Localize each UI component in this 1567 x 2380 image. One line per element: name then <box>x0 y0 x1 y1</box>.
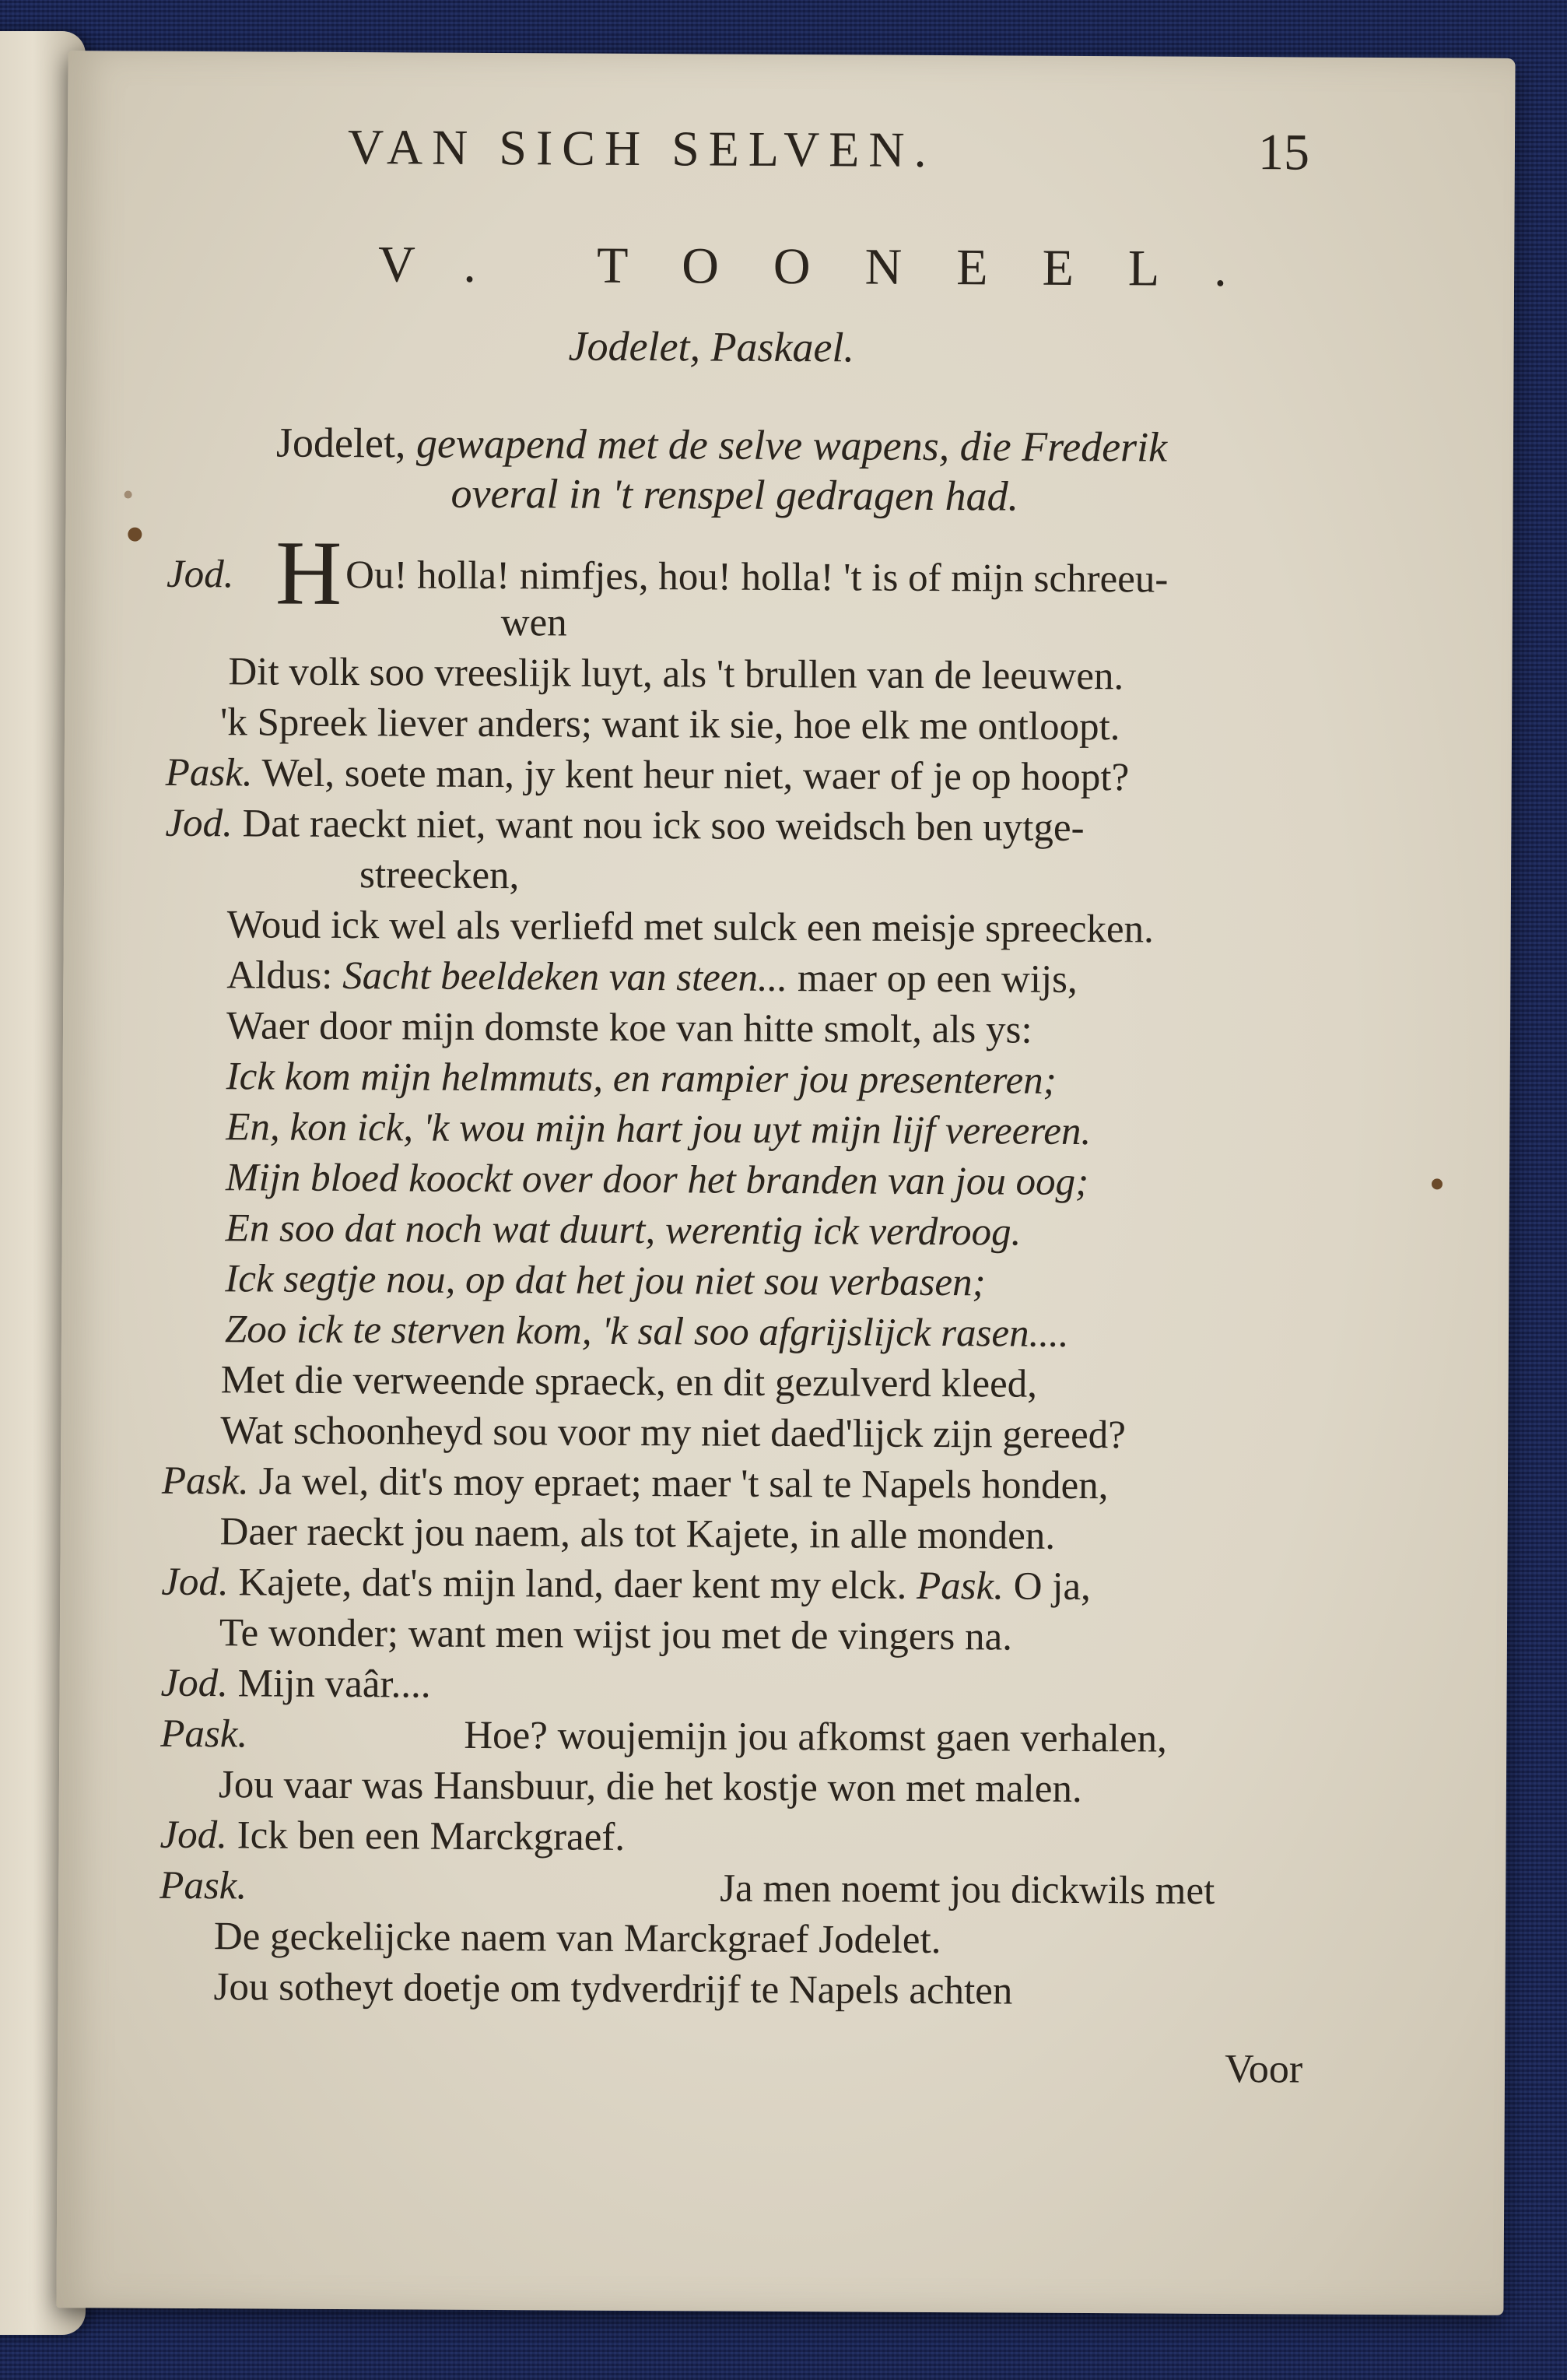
verse-line: 'k Spreek liever anders; want ik sie, hoe elk me ontloopt. <box>219 700 1120 749</box>
verse-line: Waer door mijn domste koe van hitte smolt, als ys: <box>226 1004 1032 1052</box>
verse-line <box>161 1557 1091 1612</box>
speaker-label: Pask. <box>160 1863 247 1908</box>
verse-line-text: Dat raeckt niet, want nou ick soo weidsch ben uytge- <box>242 802 1085 851</box>
verse-line: wen <box>500 601 567 645</box>
verse-line: Ick kom mijn helmmuts, en rampier jou presenteren; <box>226 1055 1057 1103</box>
speaker-label: Jod. <box>161 1560 229 1605</box>
verse-line-text: Wel, soete man, jy kent heur niet, waer of je op hoopt? <box>261 751 1130 800</box>
verse-line <box>165 799 1084 853</box>
foxing-spot <box>1432 1178 1443 1189</box>
foxing-spot <box>124 491 132 499</box>
verse-line: streecken, <box>359 853 520 898</box>
speaker-label: Pask. <box>160 1711 248 1757</box>
speaker-label: Pask. <box>161 1459 250 1504</box>
verse-line: Jou sotheyt doetje om tydverdrijf te Napels achten <box>213 1965 1013 2013</box>
verse-line-text: Mijn vaâr.... <box>237 1662 431 1707</box>
verse-line: Met die verweende spraeck, en dit gezulverd kleed, <box>220 1358 1038 1406</box>
drop-capital: H <box>275 521 342 625</box>
verse-line-text: Hoe? woujemijn jou afkomst gaen verhalen, <box>464 1713 1167 1761</box>
verse-line <box>160 1810 625 1862</box>
verse-line-text: Ja wel, dit's moy epraet; maer 't sal te Napels honden, <box>258 1459 1109 1508</box>
verse-line: Mijn bloed koockt over door het branden van jou oog; <box>225 1156 1089 1205</box>
stage-direction-line1: gewapend met de selve wapens, die Frederik <box>415 419 1168 471</box>
stage-direction-name: Jodelet, <box>275 419 406 467</box>
verse-line: En, kon ick, 'k wou mijn hart jou uyt mijn lijf vereeren. <box>226 1105 1092 1154</box>
verse-line <box>167 549 234 599</box>
speaker-label: Jod. <box>166 552 234 597</box>
scene-title: V. TOONEEL. <box>377 236 1281 298</box>
verse-line-text: Kajete, dat's mijn land, daer kent my elck. <box>238 1560 907 1608</box>
verse-line-tail: maer op een wijs, <box>787 957 1078 1002</box>
verse-line: Woud ick wel als verliefd met sulck een meisje spreecken. <box>226 903 1154 952</box>
speaker-label: Jod. <box>160 1813 228 1858</box>
verse-line: Dit volk soo vreeslijk luyt, als 't brullen van de leeuwen. <box>228 650 1124 699</box>
verse-line <box>226 950 1078 1005</box>
verse-line: En soo dat noch wat duurt, werentig ick verdroog. <box>225 1206 1022 1255</box>
running-head: VAN SICH SELVEN. <box>347 119 936 177</box>
verse-line <box>162 1456 1109 1511</box>
verse-line <box>160 1709 247 1760</box>
verse-line: Jou vaar was Hansbuur, die het kostje won met malen. <box>218 1763 1082 1812</box>
stage-direction-line2: overal in 't renspel gedragen had. <box>450 469 1019 520</box>
verse-line-plain: Aldus: <box>226 953 343 999</box>
verse-line: Te wonder; want men wijst jou met de vingers na. <box>219 1611 1013 1659</box>
stage-direction <box>275 418 1167 522</box>
verse-line-text: O ja, <box>1013 1564 1092 1609</box>
speaker-label: Jod. <box>160 1661 229 1706</box>
verse-line <box>160 1861 247 1911</box>
character-list: Jodelet, Paskael. <box>568 322 855 371</box>
speaker-label: Pask. <box>916 1564 1004 1609</box>
book-page <box>56 51 1515 2315</box>
verse-line <box>160 1659 430 1710</box>
verse-line-text: Ick ben een Marckgraef. <box>237 1813 626 1859</box>
verse-line-text: Ja men noemt jou dickwils met <box>720 1866 1215 1913</box>
speaker-label: Jod. <box>165 801 233 846</box>
verse-line: De geckelijcke naem van Marckgraef Jodelet. <box>213 1915 941 1963</box>
verse-line: Ick segtje nou, op dat het jou niet sou verbasen; <box>225 1257 986 1305</box>
foxing-spot <box>128 528 142 542</box>
verse-line: Daer raeckt jou naem, als tot Kajete, in alle monden. <box>219 1510 1056 1558</box>
verse-line: Wat schoonheyd sou voor my niet daed'lijck zijn gereed? <box>220 1409 1127 1458</box>
verse-line-text: Ou! holla! nimfjes, hou! holla! 't is of mijn schreeu- <box>345 553 1169 602</box>
catchword: Voor <box>1224 2046 1303 2092</box>
verse-line <box>166 748 1130 802</box>
page-number: 15 <box>1257 124 1310 181</box>
verse-line-italic: Sacht beeldeken van steen... <box>342 954 788 1001</box>
speaker-label: Pask. <box>165 750 253 795</box>
verse-line: Zoo ick te sterven kom, 'k sal soo afgrijslijck rasen.... <box>224 1308 1069 1356</box>
